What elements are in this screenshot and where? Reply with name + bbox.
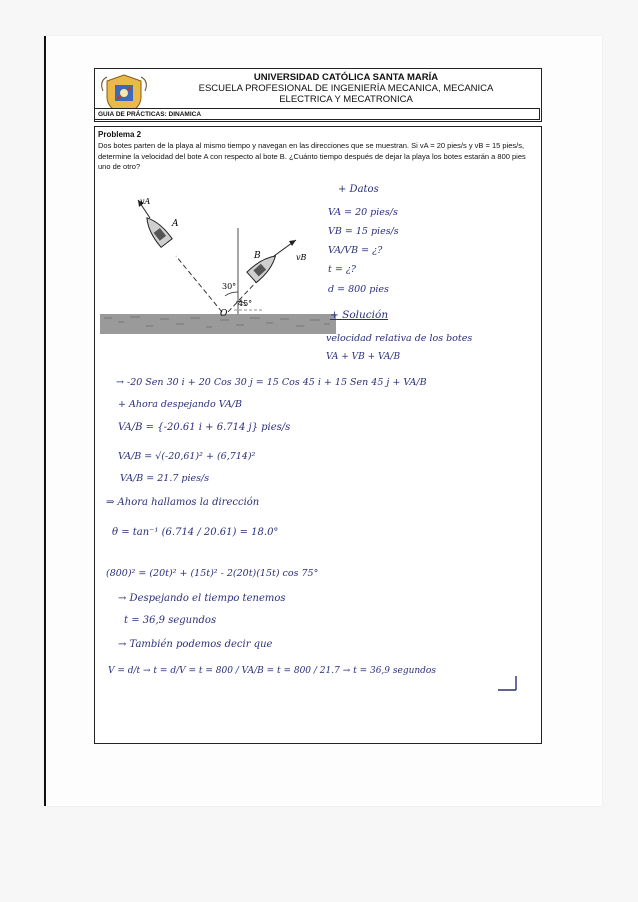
hw-data-vb: VB = 15 pies/s <box>328 226 399 237</box>
hw-equation-3: VA/B = {-20.61 i + 6.714 j} pies/s <box>118 422 291 433</box>
hw-equation-2: + Ahora despejando VA/B <box>118 399 242 410</box>
hw-data-vab: VA/VB = ¿? <box>328 245 383 256</box>
label-origin: O <box>220 309 228 319</box>
hw-equation-4: VA/B = √(-20,61)² + (6,714)² <box>118 451 256 462</box>
school-line-2: ELECTRICA Y MECATRONICA <box>279 94 413 105</box>
hw-equation-5: VA/B = 21.7 pies/s <box>120 473 210 484</box>
hw-solucion: + Solución <box>330 309 389 321</box>
school-line-1: ESCUELA PROFESIONAL DE INGENIERÍA MECANICA, MECANICA <box>198 83 494 94</box>
label-angle-30: 30° <box>222 282 237 291</box>
label-angle-45: 45° <box>238 299 253 308</box>
problem-statement: Dos botes parten de la playa al mismo tiempo y navegan en las direcciones que se muestran. Si vA = 20 pies/s y vB = 15 pies/s, determine la velocidad del bote A con respecto al bote B. ¿Cuánto tiempo después de dejar la playa los botes estarán a 800 pies uno de otro? <box>98 141 526 171</box>
label-a: A <box>172 219 179 229</box>
hw-data-d: d = 800 pies <box>328 284 389 295</box>
hw-equation-12: V = d/t → t = d/V = t = 800 / VA/B = t = 800 / 21.7 → t = 36,9 segundos <box>108 666 436 676</box>
hw-data-va: VA = 20 pies/s <box>328 207 398 218</box>
hw-equation-1: → -20 Sen 30 i + 20 Cos 30 j = 15 Cos 45 i + 15 Sen 45 j + VA/B <box>116 377 427 388</box>
label-vb: vB <box>296 253 307 262</box>
label-b: B <box>254 251 261 261</box>
hw-equation-10: t = 36,9 segundos <box>124 615 217 626</box>
hw-equation-11: → También podemos decir que <box>118 639 273 650</box>
hw-equation-8: (800)² = (20t)² + (15t)² - 2(20t)(15t) cos 75° <box>106 568 319 579</box>
university-name: UNIVERSIDAD CATÓLICA SANTA MARÍA <box>253 72 439 83</box>
hw-relative-velocity: velocidad relativa de los botes <box>326 333 473 344</box>
hw-equation-7: θ = tan⁻¹ (6.714 / 20.61) = 18.0° <box>112 527 279 538</box>
problem-title: Problema 2 <box>98 130 142 139</box>
hw-data-t: t = ¿? <box>328 264 357 275</box>
hw-equation-6: ⇒ Ahora hallamos la dirección <box>106 497 260 508</box>
practice-guide-label: GUIA DE PRÁCTICAS: DINAMICA <box>94 108 540 120</box>
label-va: vA <box>140 197 151 206</box>
hw-vector-sum: VA + VB + VA/B <box>326 352 401 362</box>
hw-datos: + Datos <box>338 184 379 195</box>
hw-equation-9: → Despejando el tiempo tenemos <box>118 593 286 604</box>
